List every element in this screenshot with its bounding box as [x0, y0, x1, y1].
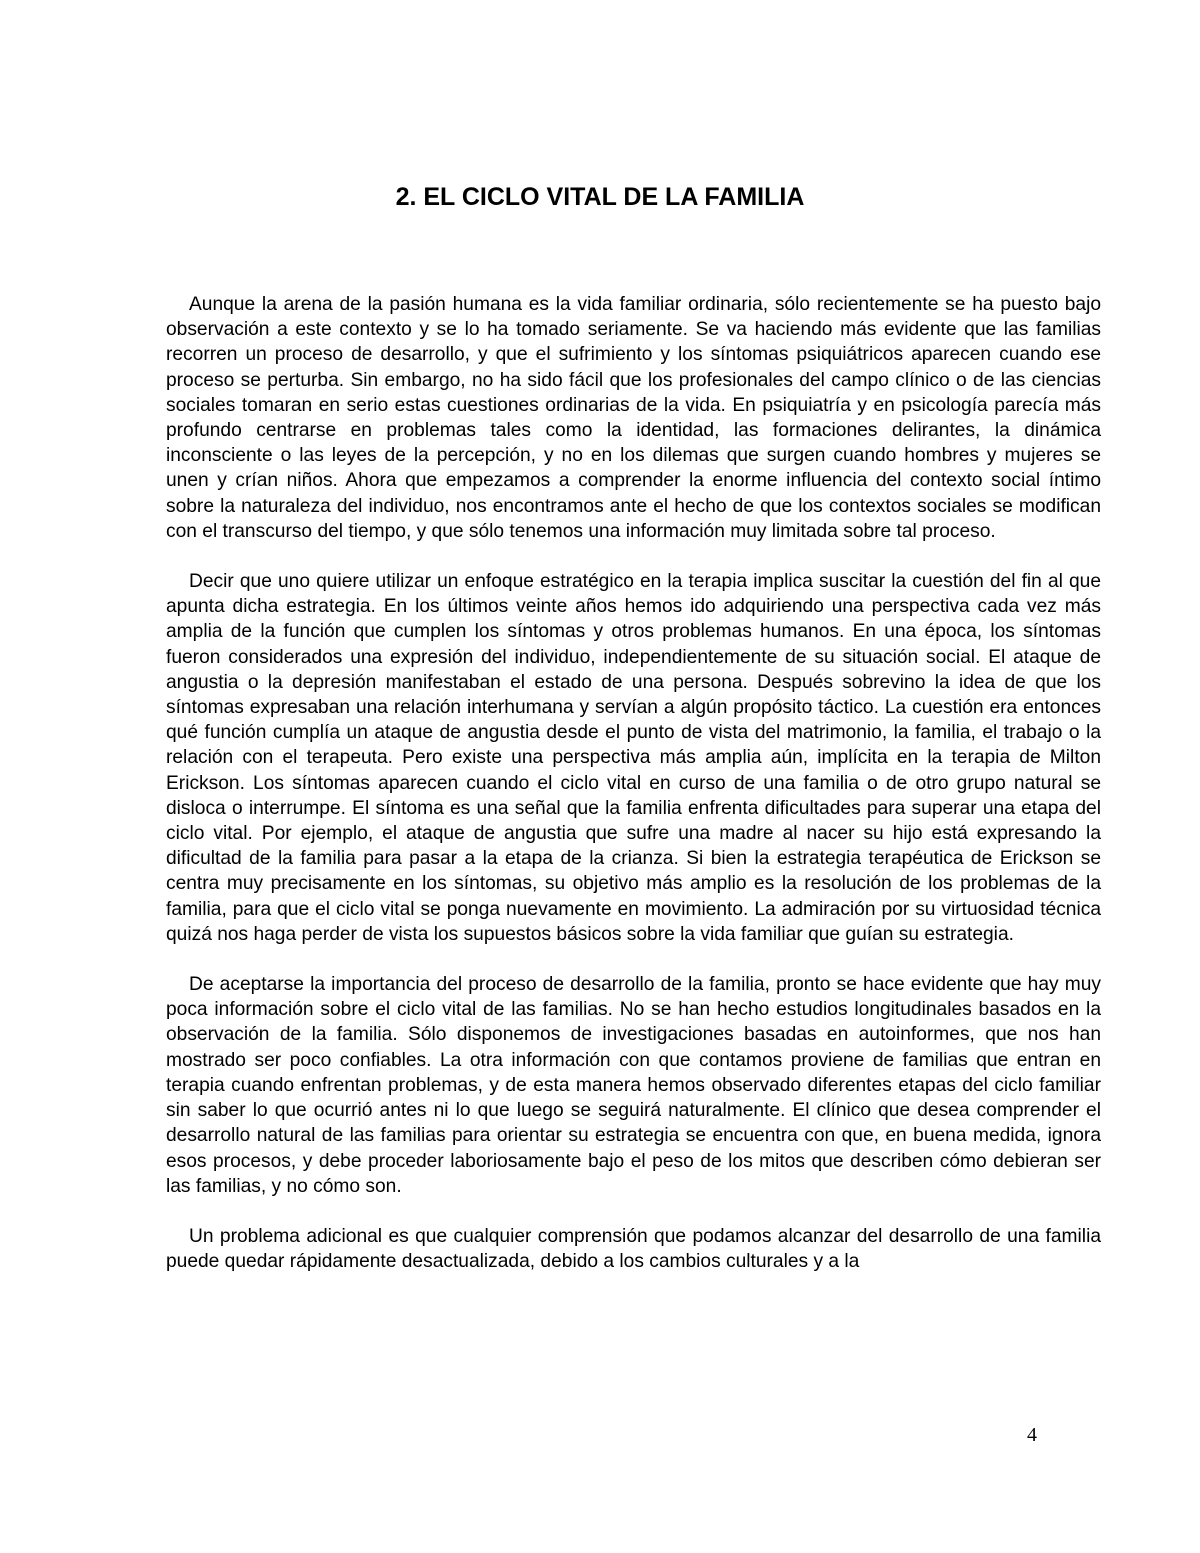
paragraph-3: De aceptarse la importancia del proceso de desarrollo de la familia, pronto se hace evidente que hay muy poca información sobre el ciclo vital de las familias. No se han hecho estudios longitudinales basados en la observación de la familia. Sólo disponemos de investigaciones basadas en autoinformes, que nos han mostrado ser poco confiables. La otra información con que contamos proviene de familias que entran en terapia cuando enfrentan problemas, y de esta manera hemos observado diferentes etapas del ciclo familiar sin saber lo que ocurrió antes ni lo que luego se seguirá naturalmente. El clínico que desea comprender el desarrollo natural de las familias para orientar su estrategia se encuentra con que, en buena medida, ignora esos procesos, y debe proceder laboriosamente bajo el peso de los mitos que describen cómo debieran ser las familias, y no cómo son. — [166, 974, 1101, 1197]
paragraph-1: Aunque la arena de la pasión humana es la vida familiar ordinaria, sólo recientemente se ha puesto bajo observación a este contexto y se lo ha tomado seriamente. Se va haciendo más evidente que las familias recorren un proceso de desarrollo, y que el sufrimiento y los síntomas psiquiátricos aparecen cuando ese proceso se perturba. Sin embargo, no ha sido fácil que los profesionales del campo clínico o de las ciencias sociales tomaran en serio estas cuestiones ordinarias de la vida. En psiquiatría y en psicología parecía más profundo centrarse en problemas tales como la identidad, las formaciones delirantes, la dinámica inconsciente o las leyes de la percepción, y no en los dilemas que surgen cuando hombres y mujeres se unen y crían niños. Ahora que empezamos a comprender la enorme influencia del contexto social íntimo sobre la naturaleza del individuo, nos encontramos ante el hecho de que los contextos sociales se modifican con el transcurso del tiempo, y que sólo tenemos una información muy limitada sobre tal proceso. — [166, 294, 1101, 542]
page-number: 4 — [1027, 1424, 1037, 1446]
chapter-title: 2. EL CICLO VITAL DE LA FAMILIA — [395, 183, 805, 211]
paragraph-2: Decir que uno quiere utilizar un enfoque estratégico en la terapia implica suscitar la cuestión del fin al que apunta dicha estrategia. En los últimos veinte años hemos ido adquiriendo una perspectiva cada vez más amplia de la función que cumplen los síntomas y otros problemas humanos. En una época, los síntomas fueron considerados una expresión del individuo, independientemente de su situación social. El ataque de angustia o la depresión manifestaban el estado de una persona. Después sobrevino la idea de que los síntomas expresaban una relación interhumana y servían a algún propósito táctico. La cuestión era entonces qué función cumplía un ataque de angustia desde el punto de vista del matrimonio, la familia, el trabajo o la relación con el terapeuta. Pero existe una perspectiva más amplia aún, implícita en la terapia de Milton Erickson. Los síntomas aparecen cuando el ciclo vital en curso de una familia o de otro grupo natural se disloca o interrumpe. El síntoma es una señal que la familia enfrenta dificultades para superar una etapa del ciclo vital. Por ejemplo, el ataque de angustia que sufre una madre al nacer su hijo está expresando la dificultad de la familia para pasar a la etapa de la crianza. Si bien la estrategia terapéutica de Erickson se centra muy precisamente en los síntomas, su objetivo más amplio es la resolución de los problemas de la familia, para que el ciclo vital se ponga nuevamente en movimiento. La admiración por su virtuosidad técnica quizá nos haga perder de vista los supuestos básicos sobre la vida familiar que guían su estrategia. — [166, 571, 1101, 945]
paragraph-4: Un problema adicional es que cualquier comprensión que podamos alcanzar del desarrollo de una familia puede quedar rápidamente desactualizada, debido a los cambios culturales y a la — [166, 1225, 1101, 1273]
body-text — [166, 292, 1101, 1299]
